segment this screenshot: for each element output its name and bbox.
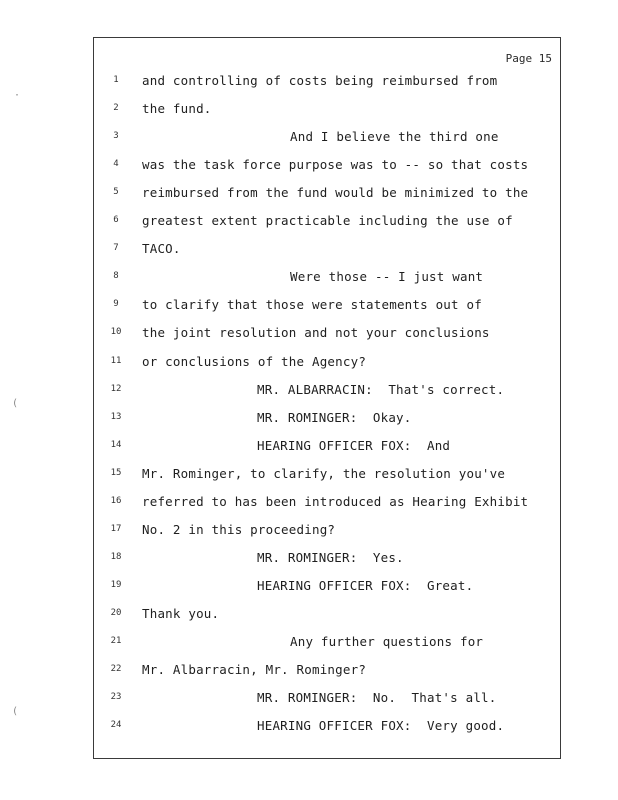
- line-text: TACO.: [142, 241, 181, 257]
- line-text: reimbursed from the fund would be minimized to the: [142, 185, 529, 201]
- margin-mark: ·: [14, 90, 21, 101]
- transcript-line: [94, 73, 560, 101]
- line-text: Thank you.: [142, 605, 220, 621]
- transcript-line: [94, 634, 560, 662]
- line-number: 10: [110, 327, 122, 338]
- line-number: 6: [113, 215, 119, 226]
- line-text: MR. ROMINGER: Okay.: [257, 409, 412, 425]
- margin-mark: (: [12, 398, 19, 409]
- transcript-line: [94, 101, 560, 129]
- transcript-line: [94, 690, 560, 718]
- line-number: 7: [113, 243, 119, 254]
- page-number: Page 15: [505, 52, 552, 65]
- transcript-line: [94, 241, 560, 269]
- transcript-line: [94, 325, 560, 353]
- line-text: was the task force purpose was to -- so that costs: [142, 157, 529, 173]
- line-number: 9: [113, 299, 119, 310]
- transcript-line: [94, 578, 560, 606]
- transcript-line: [94, 213, 560, 241]
- transcript-line: [94, 269, 560, 297]
- line-number: 16: [110, 495, 122, 506]
- transcript-line: [94, 438, 560, 466]
- line-number: 13: [110, 411, 122, 422]
- transcript-line: [94, 410, 560, 438]
- line-text: referred to has been introduced as Hearing Exhibit: [142, 493, 529, 509]
- line-text: HEARING OFFICER FOX: Great.: [257, 577, 474, 593]
- transcript-line: [94, 494, 560, 522]
- line-text: Mr. Albarracin, Mr. Rominger?: [142, 662, 367, 678]
- transcript-line: [94, 466, 560, 494]
- line-number: 20: [110, 607, 122, 618]
- line-number: 1: [113, 75, 119, 85]
- line-number: 18: [110, 551, 122, 562]
- transcript-line: [94, 606, 560, 634]
- line-number: 21: [110, 636, 122, 646]
- transcript-line: [94, 129, 560, 157]
- line-text: Mr. Rominger, to clarify, the resolution you've: [142, 465, 506, 481]
- line-number: 17: [110, 523, 122, 534]
- line-text: HEARING OFFICER FOX: Very good.: [257, 718, 505, 734]
- transcript-line: [94, 157, 560, 185]
- transcript-line: [94, 382, 560, 410]
- line-number: 3: [113, 131, 119, 142]
- line-text: Any further questions for: [290, 634, 484, 649]
- line-number: 24: [110, 720, 122, 731]
- transcript-line: [94, 718, 560, 746]
- transcript-line: [94, 662, 560, 690]
- transcript-line: [94, 550, 560, 578]
- transcript-line: [94, 522, 560, 550]
- line-number: 4: [113, 159, 119, 170]
- line-text: the fund.: [142, 101, 212, 117]
- line-text: No. 2 in this proceeding?: [142, 521, 336, 537]
- line-text: MR. ROMINGER: Yes.: [257, 549, 404, 565]
- line-text: Were those -- I just want: [290, 269, 484, 285]
- transcript-line: [94, 185, 560, 213]
- line-text: MR. ALBARRACIN: That's correct.: [257, 381, 505, 397]
- line-text: greatest extent practicable including the use of: [142, 213, 513, 229]
- line-number: 11: [110, 355, 122, 366]
- line-text: to clarify that those were statements out of: [142, 297, 482, 313]
- line-number: 8: [113, 271, 119, 282]
- line-text: MR. ROMINGER: No. That's all.: [257, 690, 497, 706]
- line-number: 12: [110, 383, 122, 394]
- margin-mark: (: [12, 706, 19, 717]
- line-text: HEARING OFFICER FOX: And: [257, 437, 451, 453]
- line-number: 14: [110, 439, 122, 450]
- line-text: the joint resolution and not your conclusions: [142, 325, 490, 341]
- line-number: 23: [110, 692, 122, 703]
- line-number: 2: [113, 103, 119, 114]
- line-number: 19: [110, 579, 122, 590]
- transcript-page: [93, 37, 561, 759]
- line-text: And I believe the third one: [290, 129, 499, 145]
- line-number: 22: [110, 664, 122, 675]
- transcript-line: [94, 297, 560, 325]
- line-number: 15: [110, 467, 122, 478]
- line-number: 5: [113, 187, 119, 198]
- line-text: or conclusions of the Agency?: [142, 353, 367, 369]
- line-text: and controlling of costs being reimbursed from: [142, 73, 498, 88]
- transcript-line: [94, 354, 560, 382]
